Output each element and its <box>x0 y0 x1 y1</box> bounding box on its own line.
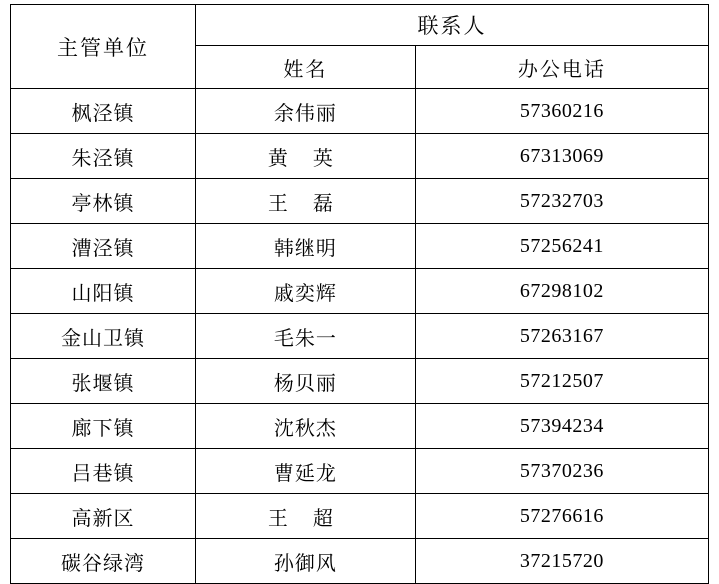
table-row <box>11 314 709 359</box>
table-header-row-1 <box>11 5 709 46</box>
cell-phone: 57360216 <box>415 89 708 134</box>
header-cell-unit: 主管单位 <box>11 5 196 89</box>
table-row <box>11 89 709 134</box>
cell-phone: 57256241 <box>415 224 708 269</box>
cell-phone: 57370236 <box>415 449 708 494</box>
table-data-body <box>11 89 709 584</box>
contact-table <box>10 4 709 584</box>
table-row <box>11 539 709 584</box>
cell-name: 曹延龙 <box>195 449 415 494</box>
cell-name: 戚奕辉 <box>195 269 415 314</box>
cell-phone: 67313069 <box>415 134 708 179</box>
header-cell-phone: 办公电话 <box>415 46 708 89</box>
cell-name: 毛朱一 <box>195 314 415 359</box>
cell-phone: 57232703 <box>415 179 708 224</box>
table-row <box>11 359 709 404</box>
cell-phone: 37215720 <box>415 539 708 584</box>
cell-unit: 张堰镇 <box>11 359 196 404</box>
cell-unit: 廊下镇 <box>11 404 196 449</box>
table-row <box>11 404 709 449</box>
table-row <box>11 179 709 224</box>
cell-name: 孙御风 <box>195 539 415 584</box>
cell-phone: 57212507 <box>415 359 708 404</box>
cell-unit: 漕泾镇 <box>11 224 196 269</box>
table-row <box>11 224 709 269</box>
table-row <box>11 269 709 314</box>
cell-unit: 枫泾镇 <box>11 89 196 134</box>
cell-name: 韩继明 <box>195 224 415 269</box>
cell-phone: 67298102 <box>415 269 708 314</box>
cell-name: 王 磊 <box>195 179 415 224</box>
cell-name: 黄 英 <box>195 134 415 179</box>
cell-unit: 高新区 <box>11 494 196 539</box>
cell-unit: 山阳镇 <box>11 269 196 314</box>
cell-unit: 碳谷绿湾 <box>11 539 196 584</box>
table-row <box>11 134 709 179</box>
header-cell-contact-group: 联系人 <box>195 5 708 46</box>
header-cell-name: 姓名 <box>195 46 415 89</box>
cell-unit: 朱泾镇 <box>11 134 196 179</box>
cell-unit: 金山卫镇 <box>11 314 196 359</box>
cell-unit: 亭林镇 <box>11 179 196 224</box>
cell-phone: 57394234 <box>415 404 708 449</box>
table-row <box>11 449 709 494</box>
cell-name: 王 超 <box>195 494 415 539</box>
table-body <box>11 5 709 89</box>
cell-name: 余伟丽 <box>195 89 415 134</box>
table-row <box>11 494 709 539</box>
cell-unit: 吕巷镇 <box>11 449 196 494</box>
cell-phone: 57263167 <box>415 314 708 359</box>
cell-phone: 57276616 <box>415 494 708 539</box>
cell-name: 沈秋杰 <box>195 404 415 449</box>
cell-name: 杨贝丽 <box>195 359 415 404</box>
